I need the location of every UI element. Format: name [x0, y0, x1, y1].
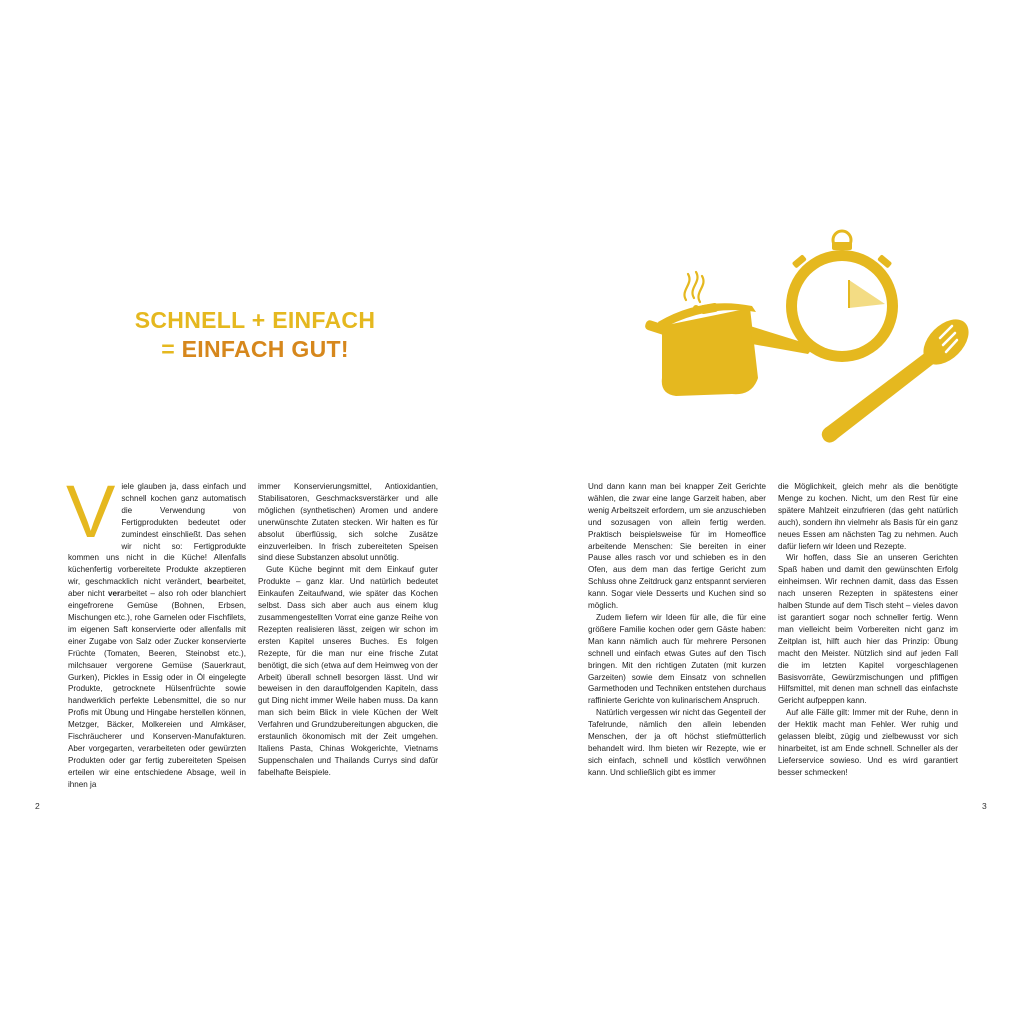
headline-word-schnell: SCHNELL: [134, 307, 246, 333]
paragraph: Wir hoffen, dass Sie an unseren Gerichten Spaß haben und damit den gewünschten Erfolg einheimsen. Wir rechnen damit, dass das Essen nach unseren Rezepten in spätestens einer halben Stunde auf dem Tisch steht – vieles davon ist garantiert sogar noch schneller fertig. Wenn man vielleicht beim Vorbereiten nicht ganz im Zeitplan ist, hilft auch hier das Prinzip: Übung macht den Meister. Nützlich sind auf jeden Fall die im letzten Kapitel vorgeschlagenen Basisvorräte, Gewürzmischungen und pfiffigen Hilfsmittel, mit denen man schnell das einfachste Gericht aufpeppen kann.: [778, 553, 958, 706]
text-column-4: [778, 481, 958, 779]
headline-word-einfach: EINFACH: [272, 307, 376, 333]
cooking-illustration: [640, 228, 980, 448]
steaming-pot-icon: [644, 302, 811, 396]
page-number-right: 3: [982, 801, 987, 811]
paragraph-text: arbeitet, aber nicht: [68, 577, 246, 599]
emphasis-ver: ver: [107, 589, 121, 599]
paragraph: Auf alle Fälle gilt: Immer mit der Ruhe, denn in der Hektik macht man Fehler. Wer ruhig und gelassen bleibt, zügig und zielbewusst vor sich hinarbeitet, ist am Ende schnell. Schneller als der Lieferservice sowieso. Und es wird garantiert besser schmecken!: [778, 708, 958, 777]
page-number-left: 2: [35, 801, 40, 811]
headline-line-2: [100, 335, 410, 364]
headline-einfach-gut: EINFACH GUT!: [181, 336, 349, 362]
text-column-1: [66, 470, 246, 791]
paragraph: Zudem liefern wir Ideen für alle, die für eine größere Familie kochen oder gern Gäste haben: Man kann nämlich auch für mehrere Personen schnell und einfach etwas Gutes auf den Tisch bringen. Mit den richtigen Zutaten (mit kurzen Garzeiten) sowie dem Einsatz von schnellen Garmethoden und Techniken entstehen durchaus raffinierte Gerichte von kulinarischem Anspruch.: [588, 612, 766, 706]
stopwatch-icon: [786, 231, 898, 362]
chapter-headline: [100, 306, 410, 364]
paragraph: Natürlich vergessen wir nicht das Gegenteil der Tafelrunde, nämlich den allein lebenden Menschen, der ja oft höchst stiefmütterlich behandelt wird. Ihm bieten wir Rezepte, wie er sich einfach, schnell und köstlich verwöhnen kann. Und schließlich gibt es immer: [588, 708, 766, 777]
steam-icon: [684, 272, 703, 302]
paragraph-text: arbeitet – also roh oder blanchiert eingefrorene Gemüse (Bohnen, Erbsen, Mischungen etc.), rohe Garnelen oder Fischfilets, im eigenen Saft konservierte oder allenfalls mit einer Zugabe von Salz oder Zucker konservierte Früchte (Tomaten, Beeren, Steinobst etc.), milchsauer vergorene Gemüse (Sauerkraut, Gurken), Pickles in Essig oder in Öl eingelegte Produkte, getrocknete Hülsenfrüchte sowie handwerklich perfekte Lebensmittel, die so nur Profis mit Übung und Hingabe herstellen können, Metzger, Bäcker, Molkereien und Almkäser, Fischräucherer und Konserven-Manufakturen. Aber vorgegarten, verarbeiteten oder gewürzten Produkten oder gar fertig zubereiteten Speisen erteilen wir eine entschiedene Absage, weil in ihnen ja: [68, 589, 246, 789]
headline-line-1: [100, 306, 410, 335]
emphasis-be: be: [207, 577, 217, 587]
stopwatch-face: [797, 261, 887, 351]
paragraph-text: iele glauben ja, dass einfach und schnell kochen ganz automatisch die Verwendung von Fertigprodukten bedeutet oder zumindest einschließt. Das sehen wir nicht so: Fertigprodukte kommen uns nicht in die Küche! Allenfalls küchenfertig vorbereitete Produkte akzeptieren wir, geschmacklich nicht verändert,: [68, 482, 246, 587]
headline-equals: =: [161, 336, 175, 362]
text-column-2: [258, 481, 438, 779]
paragraph: immer Konservierungsmittel, Antioxidantien, Stabilisatoren, Geschmacksverstärker und alle möglichen (synthetischen) Aromen und andere unerwünschte Zutaten stecken. Wir halten es für absolut überflüssig, sich solche Zusätze einzuverleiben. In frisch zubereiteten Speisen sind diese Substanzen absolut unnötig.: [258, 482, 438, 563]
paragraph: Gute Küche beginnt mit dem Einkauf guter Produkte – ganz klar. Und natürlich bedeutet Einkaufen Zeitaufwand, wie später das Kochen selbst. Dass sich aber auch aus einem klug zusammengestellten Vorrat eine ganze Reihe von Rezepten realisieren lässt, zeigen wir schon im ersten Kapitel unseres Buches. Es folgen Rezepte, für die man nur eine frische Zutat benötigt, die sich (etwa auf dem Heimweg von der Arbeit) überall schnell besorgen lässt. Und wir beweisen in den darauffolgenden Kapiteln, dass gut Ding nicht immer Weile haben muss. Da kann man sich beim Blick in viele Küchen der Welt Verfahren und Grundzubereitungen abgucken, die erstaunlich ökonomisch mit der Zeit umgehen. Italiens Pasta, Chinas Wokgerichte, Vietnams Suppenschalen und Thailands Currys sind dafür fabelhafte Beispiele.: [258, 565, 438, 777]
intro-paragraph: [66, 470, 246, 791]
paragraph: Und dann kann man bei knapper Zeit Gerichte wählen, die zwar eine lange Garzeit haben, aber wenig Arbeitszeit erfordern, um sie anzuschieben und sozusagen von allein fertig werden. Praktisch beispielsweise für im Homeoffice arbeitende Menschen: Sie bereiten in einer Pause alles rasch vor und schieben es in den Ofen, aus dem man das fertige Gericht zum Schluss ohne Zeitdruck ganz entspannt servieren kann. Sogar viele Desserts und Kuchen sind so möglich.: [588, 482, 766, 611]
drop-cap: V: [66, 470, 116, 553]
text-column-3: [588, 481, 766, 779]
headline-plus: +: [251, 307, 266, 333]
paragraph: die Möglichkeit, gleich mehr als die benötigte Menge zu kochen. Nicht, um den Rest für eine spätere Mahlzeit einzufrieren (das geht natürlich auch), sondern ihn vielmehr als Basis für ein ganz neues Essen am nächsten Tag zu nehmen. Auch dafür liefern wir Ideen und Rezepte.: [778, 482, 958, 551]
